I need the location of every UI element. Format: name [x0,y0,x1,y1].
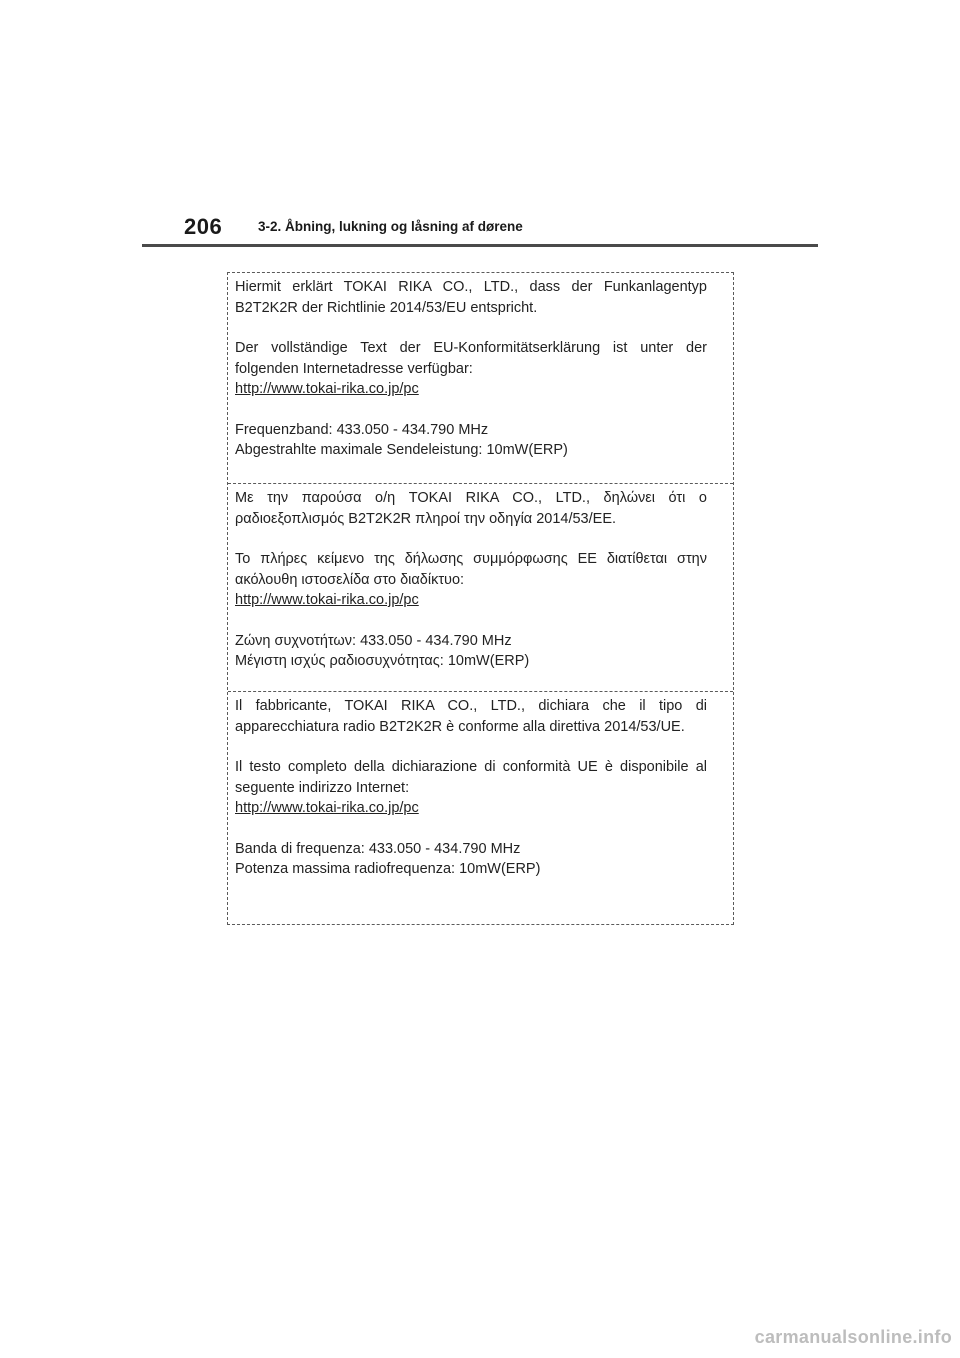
notice-section-german [228,273,733,483]
header-divider [142,244,818,247]
declaration-text: Hiermit erklärt TOKAI RIKA CO., LTD., dass der Funkanlagentyp B2T2K2R der Richtlinie 2014/53/EU entspricht. [235,279,707,316]
availability-text: Der vollständige Text der EU-Konformitätserklärung ist unter der folgenden Internetadresse verfügbar: [235,340,707,377]
frequency-band-text: Ζώνη συχνοτήτων: 433.050 - 434.790 MHz [235,632,512,649]
declaration-text: Il fabbricante, TOKAI RIKA CO., LTD., dichiara che il tipo di apparecchiatura radio B2T2K2R è conforme alla direttiva 2014/53/UE. [235,698,707,735]
notice-section-italian [228,691,733,924]
max-power-text: Μέγιστη ισχύς ραδιοσυχνότητας: 10mW(ERP) [235,653,530,669]
site-watermark: carmanualsonline.info [754,1327,952,1347]
notice-section-greek [228,483,733,691]
availability-text: Το πλήρες κείμενο της δήλωσης συμμόρφωσης ΕΕ διατίθεται στην ακόλουθη ιστοσελίδα στο διαδίκτυο: [235,551,707,588]
max-power-text: Abgestrahlte maximale Sendeleistung: 10mW(ERP) [235,442,568,458]
frequency-band-text: Banda di frequenza: 433.050 - 434.790 MHz [235,840,521,857]
declaration-url-link[interactable]: http://www.tokai-rika.co.jp/pc [235,800,419,816]
section-title: 3-2. Åbning, lukning og låsning af dørene [258,219,523,234]
frequency-band-text: Frequenzband: 433.050 - 434.790 MHz [235,421,489,438]
max-power-text: Potenza massima radiofrequenza: 10mW(ERP) [235,861,541,877]
page-number: 206 [184,214,223,239]
declaration-url-link[interactable]: http://www.tokai-rika.co.jp/pc [235,381,419,397]
conformity-notice-box [227,272,734,925]
declaration-text: Με την παρούσα ο/η TOKAI RIKA CO., LTD., δηλώνει ότι ο ραδιοεξοπλισμός B2T2K2R πληροί την οδηγία 2014/53/ΕΕ. [235,490,707,527]
availability-text: Il testo completo della dichiarazione di conformità UE è disponibile al seguente indirizzo Internet: [235,759,707,796]
declaration-url-link[interactable]: http://www.tokai-rika.co.jp/pc [235,592,419,608]
